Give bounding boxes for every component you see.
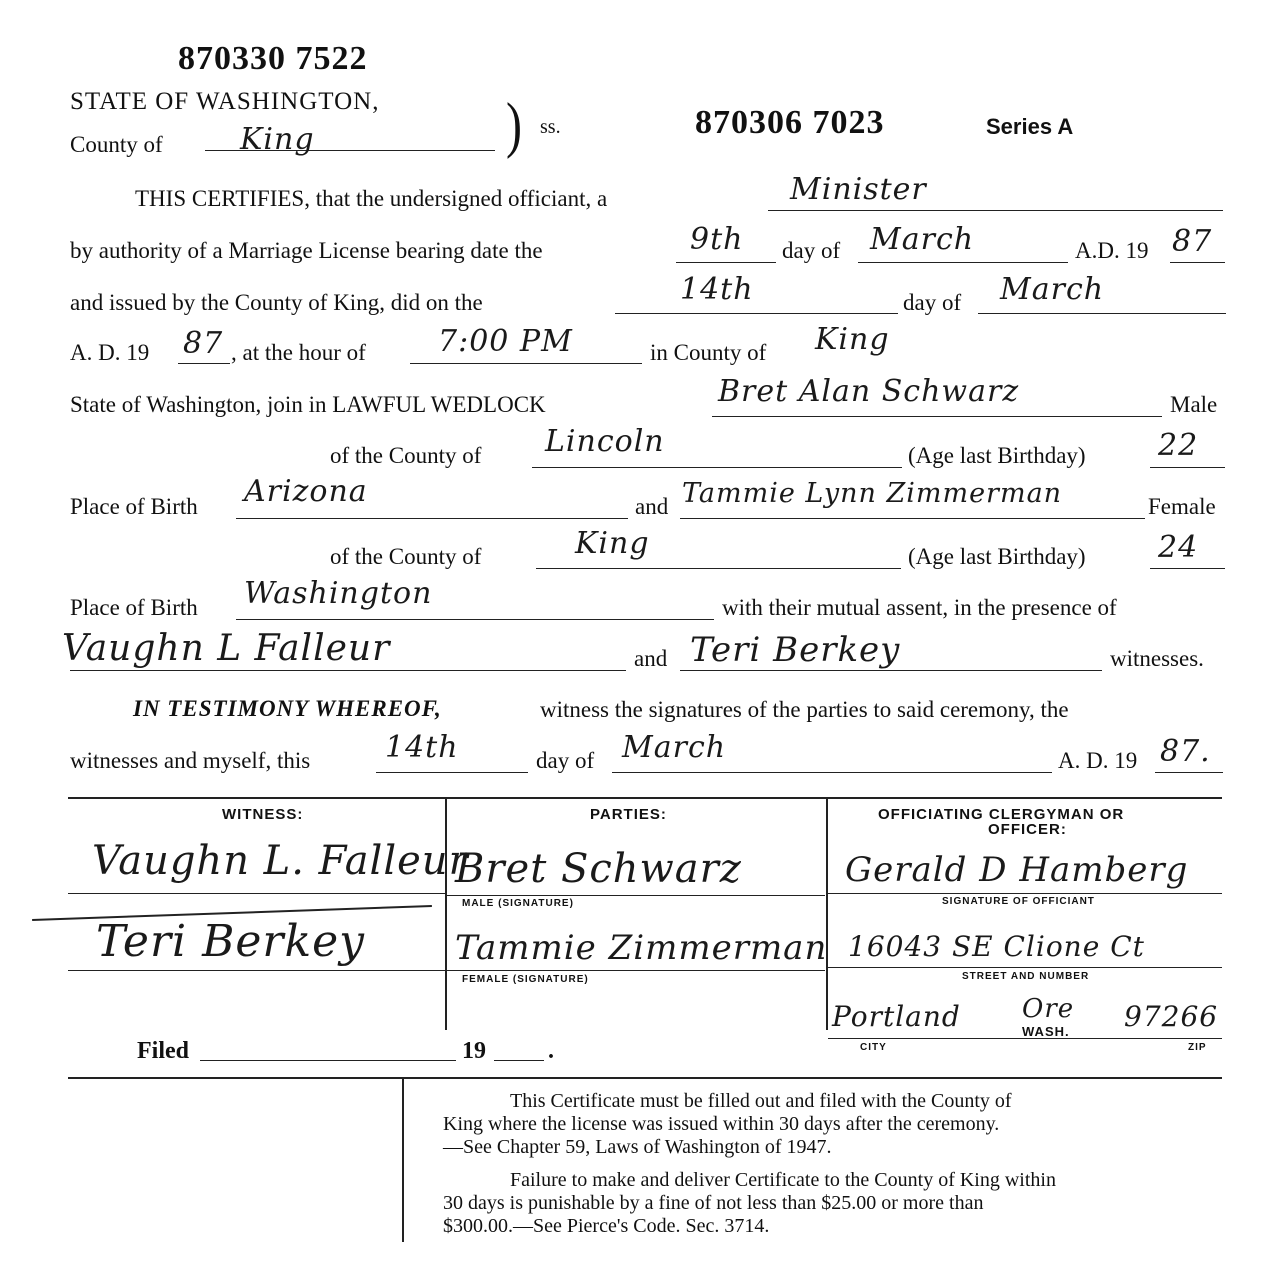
- female-county-label: of the County of: [330, 544, 482, 569]
- male-pob-label: Place of Birth: [70, 494, 198, 519]
- testimony-text: witness the signatures of the parties to said ceremony, the: [540, 697, 1069, 722]
- male-age-label: (Age last Birthday): [908, 443, 1086, 468]
- license-ad: A.D. 19: [1075, 238, 1149, 263]
- officiant-header-1: OFFICIATING CLERGYMAN OR: [878, 806, 1125, 823]
- female-pob-label: Place of Birth: [70, 595, 198, 620]
- top-certificate-number: 870330 7522: [178, 40, 368, 77]
- male-pob: Arizona: [244, 474, 368, 509]
- witnesses-label: witnesses.: [1110, 646, 1204, 671]
- hour-label: , at the hour of: [231, 340, 366, 365]
- female-age-label: (Age last Birthday): [908, 544, 1086, 569]
- ceremony-hour: 7:00 PM: [438, 324, 573, 359]
- filed-year-prefix: 19: [462, 1038, 486, 1064]
- female-sig-label: FEMALE (SIGNATURE): [462, 974, 589, 985]
- ceremony-month: March: [1000, 272, 1105, 307]
- city-value: Portland: [832, 1000, 961, 1033]
- myself-text: witnesses and myself, this: [70, 748, 311, 773]
- zip-value: 97266: [1124, 1000, 1219, 1033]
- witness2-signature: Teri Berkey: [96, 916, 366, 967]
- witness1-signature: Vaughn L. Falleur: [92, 838, 469, 884]
- female-signature: Tammie Zimmerman: [455, 928, 828, 968]
- officiant-signature: Gerald D Hamberg: [845, 850, 1189, 890]
- notice-p1-line2: King where the license was issued within 30 days after the ceremony.: [443, 1113, 1000, 1135]
- license-dayof: day of: [782, 238, 841, 263]
- witness2-name: Teri Berkey: [690, 630, 901, 670]
- license-year: 87: [1172, 224, 1213, 259]
- notice-p2-line1: Failure to make and deliver Certificate to the County of King within: [510, 1169, 1056, 1191]
- witness-header: WITNESS:: [222, 806, 304, 823]
- city-label: CITY: [860, 1042, 887, 1053]
- officiant-title: Minister: [790, 172, 927, 207]
- witness1-name: Vaughn L Falleur: [62, 628, 391, 669]
- officiant-sig-label: SIGNATURE OF OFFICIANT: [942, 896, 1095, 907]
- female-age: 24: [1158, 530, 1199, 565]
- notice-p2-line3: $300.00.—See Pierce's Code. Sec. 3714.: [443, 1215, 770, 1237]
- state-value: Ore: [1022, 994, 1075, 1024]
- license-number: 870306 7023: [695, 104, 885, 141]
- male-signature: Bret Schwarz: [455, 846, 742, 892]
- female-county: King: [575, 526, 650, 561]
- bracket: ): [506, 91, 522, 160]
- street-value: 16043 SE Clione Ct: [848, 930, 1145, 963]
- and-label: and: [635, 494, 669, 519]
- testimony-heading: IN TESTIMONY WHEREOF,: [133, 696, 442, 721]
- notice-p1-line3: —See Chapter 59, Laws of Washington of 1947.: [443, 1136, 832, 1158]
- ss-label: ss.: [540, 116, 561, 138]
- officiant-header-2: OFFICER:: [988, 821, 1067, 838]
- sign-dayof: day of: [536, 748, 595, 773]
- sign-month: March: [622, 730, 727, 765]
- ad-label: A. D. 19: [70, 340, 150, 365]
- male-county-label: of the County of: [330, 443, 482, 468]
- and-label-2: and: [634, 646, 668, 671]
- mutual-assent-text: with their mutual assent, in the presence of: [722, 595, 1117, 620]
- notice-p2-line2: 30 days is punishable by a fine of not less than $25.00 or more than: [443, 1192, 984, 1214]
- county-value: King: [240, 122, 315, 157]
- female-label: Female: [1148, 494, 1216, 519]
- ceremony-day: 14th: [680, 272, 754, 307]
- series-label: Series A: [986, 114, 1074, 139]
- male-label: Male: [1170, 392, 1218, 417]
- male-county: Lincoln: [545, 424, 665, 459]
- license-month: March: [870, 222, 975, 257]
- sign-ad: A. D. 19: [1058, 748, 1138, 773]
- license-date-text: by authority of a Marriage License bearing date the: [70, 238, 543, 263]
- male-sig-label: MALE (SIGNATURE): [462, 898, 574, 909]
- female-name: Tammie Lynn Zimmerman: [682, 478, 1063, 509]
- ceremony-dayof: day of: [903, 290, 962, 315]
- female-pob: Washington: [244, 576, 433, 611]
- officiant-intro: THIS CERTIFIES, that the undersigned officiant, a: [135, 186, 608, 211]
- street-label: STREET AND NUMBER: [962, 971, 1090, 982]
- parties-header: PARTIES:: [590, 806, 667, 823]
- filed-label: Filed: [137, 1038, 189, 1064]
- male-name: Bret Alan Schwarz: [718, 374, 1020, 409]
- zip-label: ZIP: [1188, 1042, 1207, 1053]
- wedlock-text: State of Washington, join in LAWFUL WEDLOCK: [70, 392, 546, 417]
- sign-day: 14th: [385, 730, 459, 765]
- issued-text: and issued by the County of King, did on the: [70, 290, 483, 315]
- filed-period: .: [548, 1038, 554, 1064]
- male-age: 22: [1158, 428, 1199, 463]
- license-day: 9th: [690, 222, 744, 257]
- county-label: County of: [70, 132, 163, 157]
- wash-label: WASH.: [1022, 1024, 1070, 1039]
- notice-p1-line1: This Certificate must be filled out and filed with the County of: [510, 1090, 1012, 1112]
- ceremony-year: 87: [183, 326, 224, 361]
- ceremony-county-label: in County of: [650, 340, 767, 365]
- sig-table-top: [68, 797, 1222, 799]
- state-heading: STATE OF WASHINGTON,: [70, 88, 380, 115]
- ceremony-county: King: [815, 322, 890, 357]
- notice-top-rule: [68, 1077, 1222, 1079]
- sign-year: 87.: [1160, 734, 1211, 769]
